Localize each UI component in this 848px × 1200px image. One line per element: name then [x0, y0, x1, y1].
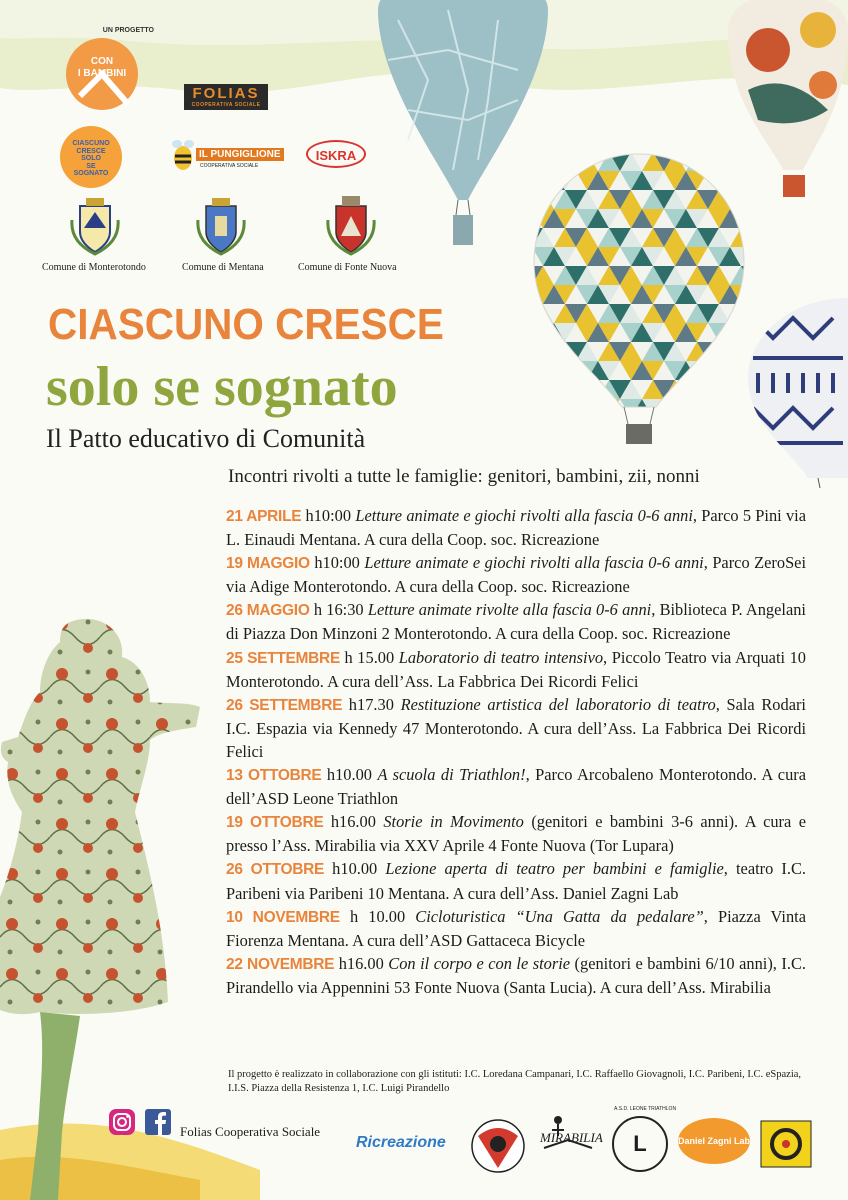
event-details: , Parco Arcobaleno Monterotondo. A cura dell’ASD Leone Triathlon [226, 765, 806, 809]
folias-logo [184, 84, 268, 110]
balloon-triangle [554, 418, 576, 437]
balloon-triangle [686, 418, 708, 437]
event-details: , Parco ZeroSei via Adige Monterotondo. A cura della Coop. soc. Ricreazione [226, 553, 807, 597]
balloon-triangle [708, 418, 730, 437]
event-details: , Biblioteca P. Angelani di Piazza Don Minzoni 2 Monterotondo. A cura della Coop. soc. Ricreazione [226, 600, 806, 644]
leone-letter: L [633, 1131, 647, 1156]
patterned-balloon-illustration [728, 0, 848, 200]
balloon-triangle [532, 152, 543, 171]
balloon-triangle [686, 399, 708, 418]
event-time: h10:00 [301, 506, 356, 525]
event-title: Cicloturistica “Una Gatta da pedalare” [415, 906, 704, 926]
event-time: h16.00 [323, 812, 384, 832]
balloon-triangle [532, 380, 543, 399]
event-item [226, 598, 806, 645]
event-item [226, 952, 806, 999]
event-date: 26 MAGGIO [226, 602, 310, 620]
balloon-triangle [598, 399, 620, 418]
balloon-triangle [741, 285, 746, 304]
balloon-triangle [719, 418, 741, 437]
balloon-triangle [664, 418, 686, 437]
event-title: Letture animate e giochi rivolti alla fascia 0-6 anni [364, 553, 704, 573]
event-title: Letture animate rivolte alla fascia 0-6 anni [367, 600, 652, 620]
con-i-bambini-logo [58, 26, 154, 112]
logo-text-i-bambini: I BAMBINI [77, 68, 127, 79]
badge-line-5: SOGNATO [73, 170, 109, 177]
event-date: 25 SETTEMBRE [226, 649, 340, 667]
balloon-triangle [532, 171, 554, 190]
balloon-triangle [532, 361, 554, 380]
balloon-triangle [741, 342, 746, 361]
balloon-triangle [708, 152, 730, 171]
balloon-triangle [543, 418, 565, 437]
bee-icon [170, 138, 196, 172]
balloon-triangle [697, 361, 719, 380]
event-date: 19 OTTOBRE [226, 814, 324, 832]
event-item [226, 693, 806, 763]
event-details: (genitori e bambini 6/10 anni), I.C. Pirandello via Appennini 53 Fonte Nuova (Santa Lucia). A cura dell’Ass. Mirabilia [226, 953, 806, 997]
blue-balloon-illustration [368, 0, 558, 260]
balloon-triangle [532, 304, 543, 323]
balloon-triangle [664, 399, 686, 418]
balloon-triangle [565, 399, 587, 418]
balloon-triangle [587, 418, 609, 437]
balloon-triangle [587, 399, 609, 418]
balloon-triangle [741, 304, 746, 323]
folias-social-label: Folias Cooperativa Sociale [180, 1124, 321, 1139]
event-time: h17.30 [342, 694, 401, 714]
comune-label-monterotondo: Comune di Monterotondo [42, 262, 146, 273]
balloon-triangle [532, 323, 543, 342]
balloon-triangle [532, 399, 554, 418]
event-title: A scuola di Triathlon! [377, 765, 526, 785]
balloon-triangle [532, 361, 543, 380]
event-details: , teatro I.C. Paribeni via Paribeni 10 Mentana. A cura dell’Ass. Daniel Zagni Lab [226, 859, 806, 903]
balloon-triangle [730, 323, 746, 342]
event-details: , Parco 5 Pini via L. Einaudi Mentana. A cura della Coop. soc. Ricreazione [226, 506, 806, 550]
event-details: (genitori e bambini 3-6 anni). A cura e presso l’Ass. Mirabilia via XXV Aprile 4 Fonte Nuova (Tor Lupara) [226, 812, 806, 856]
event-date: 26 OTTOBRE [226, 861, 325, 879]
balloon-triangle [730, 361, 746, 380]
balloon-triangle [708, 399, 730, 418]
ciascuno-cresce-badge-logo [60, 126, 122, 188]
balloon-triangle [730, 171, 746, 190]
balloon-triangle [741, 152, 746, 171]
event-details: , Sala Rodari I.C. Espazia via Kennedy 47 Monterotondo. A cura dell’Ass. La Fabbrica Dei Ricordi Felici [226, 694, 806, 761]
balloon-triangle [532, 418, 543, 437]
balloon-triangle [719, 171, 741, 190]
event-date: 19 MAGGIO [226, 555, 310, 573]
event-time: h 10.00 [339, 906, 416, 926]
balloon-triangle [565, 418, 587, 437]
balloon-triangle [730, 399, 746, 418]
event-date: 26 SETTEMBRE [226, 696, 343, 714]
balloon-triangle [697, 380, 719, 399]
balloon-triangle [554, 361, 576, 380]
balloon-triangle [532, 209, 543, 228]
instagram-icon[interactable] [108, 1108, 136, 1136]
balloon-triangle [532, 342, 543, 361]
balloon-triangle [730, 342, 746, 361]
balloon-triangle [642, 399, 664, 418]
balloon-triangle [543, 171, 565, 190]
event-time: h10.00 [321, 765, 378, 785]
event-time: h 15.00 [340, 647, 399, 667]
comune-label-fonte-nuova: Comune di Fonte Nuova [298, 262, 397, 273]
balloon-triangle [708, 380, 730, 399]
folias-logo-name: FOLIAS [192, 85, 260, 102]
balloon-triangle [741, 361, 746, 380]
balloon-triangle [532, 152, 554, 171]
gattaceca-bicycle-logo [760, 1120, 812, 1168]
event-title: Letture animate e giochi rivolti alla fascia 0-6 anni [355, 506, 693, 525]
balloon-triangle [719, 342, 741, 361]
balloon-triangle [543, 399, 565, 418]
balloon-triangle [730, 152, 746, 171]
balloon-triangle [532, 171, 543, 190]
main-title: CIASCUNO CRESCE [48, 300, 444, 349]
balloon-triangle [719, 361, 741, 380]
event-date: 13 OTTOBRE [226, 767, 322, 785]
event-details: , Piazza Vinta Fiorenza Mentana. A cura dell’ASD Gattaceca Bicycle [226, 906, 806, 950]
balloon-triangle [576, 380, 598, 399]
balloon-triangle [554, 380, 576, 399]
balloon-triangle [697, 418, 719, 437]
event-item [226, 504, 806, 551]
mentana-crest-icon [196, 198, 246, 256]
balloon-triangle [565, 152, 587, 171]
balloon-triangle [730, 380, 746, 399]
logo-text-con: CON [90, 56, 114, 67]
intro-line: Incontri rivolti a tutte le famiglie: genitori, bambini, zii, nonni [228, 466, 700, 487]
balloon-triangle [543, 342, 565, 361]
balloon-triangle [554, 152, 576, 171]
triangle-balloon-illustration [532, 152, 746, 452]
leone-name: A.S.D. LEONE TRIATHLON [614, 1106, 677, 1112]
event-time: h10:00 [309, 553, 365, 573]
il-pungiglione-logo [170, 138, 281, 174]
balloon-triangle [741, 171, 746, 190]
fabbrica-ricordi-logo [468, 1116, 528, 1176]
leone-triathlon-logo [612, 1106, 677, 1172]
balloon-triangle [741, 323, 746, 342]
fonte-nuova-crest-icon [326, 196, 376, 256]
balloon-triangle [697, 152, 719, 171]
event-item [226, 763, 806, 810]
event-details: , Piccolo Teatro via Arquati 10 Monterotondo. A cura dell’Ass. La Fabbrica Dei Ricordi Felici [226, 647, 806, 691]
logo-text-un-progetto: UN PROGETTO [102, 27, 154, 34]
event-item [226, 646, 806, 693]
balloon-triangle [719, 380, 741, 399]
balloon-triangle [686, 361, 708, 380]
pungiglione-sub: COOPERATIVA SOCIALE [200, 163, 259, 169]
tribal-balloon-illustration [748, 298, 848, 498]
event-item [226, 905, 806, 952]
balloon-triangle [598, 418, 620, 437]
balloon-triangle [675, 380, 697, 399]
balloon-triangle [741, 190, 746, 209]
badge-line-2: CRESCE [76, 147, 106, 155]
badge-line-1: CIASCUNO [72, 140, 110, 147]
balloon-triangle [532, 399, 543, 418]
balloon-triangle [719, 152, 741, 171]
balloon-triangle [532, 190, 554, 209]
balloon-triangle [620, 399, 642, 418]
balloon-triangle [532, 190, 543, 209]
balloon-triangle [730, 190, 746, 209]
ricreazione-logo: Ricreazione [356, 1134, 446, 1151]
balloon-triangle [730, 418, 746, 437]
balloon-triangle [708, 361, 730, 380]
badge-line-4: SE [86, 162, 96, 170]
facebook-icon[interactable] [144, 1108, 172, 1136]
balloon-triangle [532, 323, 554, 342]
event-title: Laboratorio di teatro intensivo [398, 647, 604, 667]
event-time: h 16:30 [309, 600, 368, 620]
balloon-triangle [741, 209, 746, 228]
daniel-zagni-lab-logo: Daniel Zagni Lab [678, 1118, 750, 1164]
subtitle-solo-se-sognato: solo se sognato [46, 356, 398, 418]
event-title: Restituzione artistica del laboratorio di teatro [400, 694, 716, 714]
balloon-triangle [686, 152, 708, 171]
badge-line-3: SOLO [81, 155, 101, 162]
pungiglione-name: IL PUNGIGLIONE [196, 148, 284, 161]
balloon-triangle [576, 418, 598, 437]
collaboration-note: Il progetto è realizzato in collaborazione con gli istituti: I.C. Loredana Campanari, I.C. Raffaello Giovagnoli, I.C. Paribeni, I.C. eSpazia, I.I.S. Piazza della Resistenza 1, I.C. Luigi Pirandello [228, 1069, 802, 1094]
balloon-triangle [675, 399, 697, 418]
balloon-triangle [741, 399, 746, 418]
monterotondo-crest-icon [70, 198, 120, 256]
balloon-triangle [741, 418, 746, 437]
balloon-triangle [587, 380, 609, 399]
balloon-triangle [653, 418, 675, 437]
balloon-triangle [675, 418, 697, 437]
balloon-triangle [697, 399, 719, 418]
balloon-triangle [576, 399, 598, 418]
event-title: Con il corpo e con le storie [388, 953, 571, 973]
balloon-triangle [565, 380, 587, 399]
balloon-triangle [686, 380, 708, 399]
mirabilia-logo [536, 1110, 603, 1172]
events-list [226, 504, 806, 999]
balloon-triangle [741, 380, 746, 399]
balloon-triangle [543, 152, 565, 171]
event-title: Lezione aperta di teatro per bambini e famiglie [385, 859, 724, 879]
balloon-triangle [543, 380, 565, 399]
balloon-triangle [532, 380, 554, 399]
balloon-triangle [532, 342, 554, 361]
event-item [226, 810, 806, 857]
event-title: Storie in Movimento [383, 812, 524, 832]
event-date: 22 NOVEMBRE [226, 955, 335, 973]
event-date: 10 NOVEMBRE [226, 908, 340, 926]
iskra-logo: ISKRA [306, 140, 366, 168]
event-time: h16.00 [334, 953, 389, 973]
balloon-triangle [532, 418, 554, 437]
event-date: 21 APRILE [226, 508, 302, 525]
comune-label-mentana: Comune di Mentana [182, 262, 264, 273]
event-time: h10.00 [324, 859, 386, 879]
balloon-triangle [543, 361, 565, 380]
folias-logo-sub: COOPERATIVA SOCIALE [191, 102, 261, 108]
balloon-triangle [719, 399, 741, 418]
mirabilia-name: MIRABILIA [540, 1130, 603, 1145]
balloon-triangle [554, 399, 576, 418]
balloon-triangle [708, 342, 730, 361]
event-item [226, 551, 806, 598]
patto-educativo-heading: Il Patto educativo di Comunità [46, 424, 366, 453]
event-item [226, 857, 806, 904]
